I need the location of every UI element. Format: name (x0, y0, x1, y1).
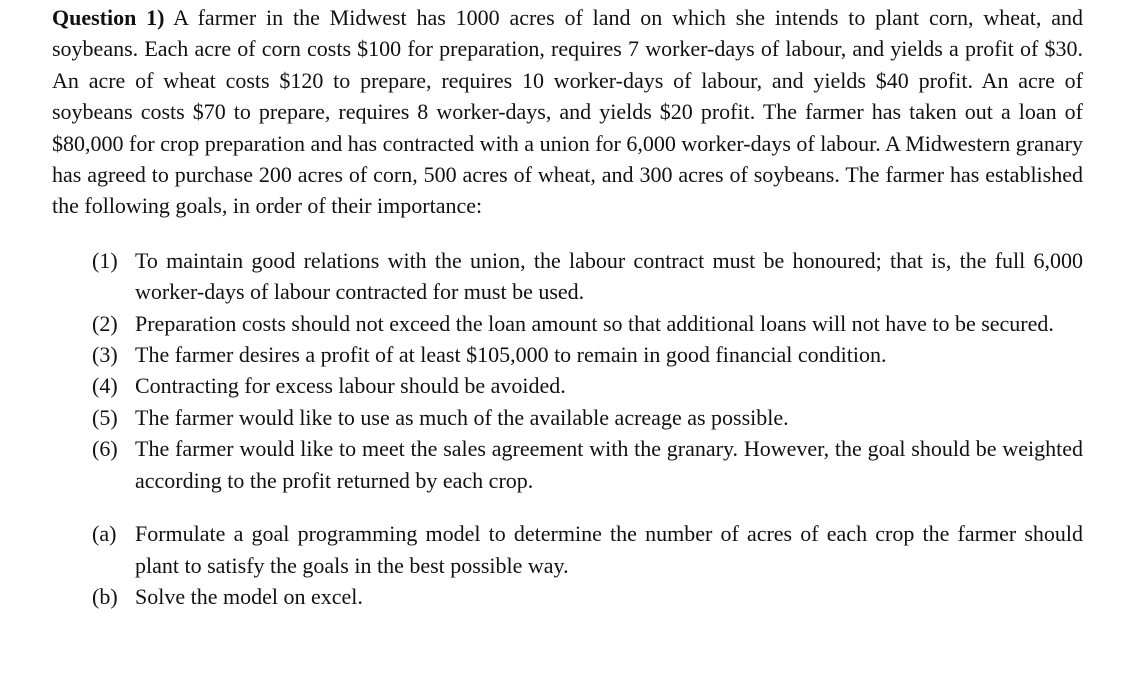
goal-text: To maintain good relations with the union, the labour contract must be honoured; that is, the full 6,000 worker-days of labour contracted for must be used. (135, 247, 1083, 305)
part-text: Solve the model on excel. (135, 583, 363, 609)
goal-marker: (6) (92, 436, 118, 462)
goal-text: Preparation costs should not exceed the loan amount so that additional loans will not have to be secured. (135, 310, 1054, 336)
parts-list (52, 518, 1083, 612)
goal-text: The farmer would like to meet the sales agreement with the granary. However, the goal should be weighted according to the profit returned by each crop. (135, 436, 1083, 493)
goal-marker: (4) (92, 373, 118, 399)
goal-item-1 (52, 245, 1083, 308)
part-item-a (52, 518, 1083, 581)
goal-marker: (3) (92, 342, 118, 368)
goals-list (52, 245, 1083, 496)
question-body: A farmer in the Midwest has 1000 acres of land on which she intends to plant corn, wheat, and soybeans. Each acre of corn costs $100 for preparation, requires 7 worker-days of labour, and yields a profit of $30. An acre of wheat costs $120 to prepare, requires 10 worker-days of labour, and yields $40 profit. An acre of soybeans costs $70 to prepare, requires 8 worker-days, and yields $20 profit. The farmer has taken out a loan of $80,000 for crop preparation and has contracted with a union for 6,000 worker-days of labour. A Midwestern granary has agreed to purchase 200 acres of corn, 500 acres of wheat, and 300 acres of soybeans. The farmer has established the following goals, in order of their importance: (52, 5, 1083, 219)
goal-marker: (5) (92, 404, 118, 430)
question-document (52, 2, 1083, 612)
goal-item-2 (52, 308, 1083, 339)
goal-text: The farmer desires a profit of at least $105,000 to remain in good financial condition. (135, 342, 887, 368)
question-paragraph (52, 2, 1083, 222)
goal-text: Contracting for excess labour should be avoided. (135, 373, 566, 399)
goal-item-5 (52, 402, 1083, 433)
part-marker: (a) (92, 521, 117, 547)
question-label: Question 1) (52, 5, 165, 30)
part-text: Formulate a goal programming model to determine the number of acres of each crop the farmer should plant to satisfy the goals in the best possible way. (135, 521, 1083, 578)
goal-marker: (2) (92, 310, 118, 336)
goal-marker: (1) (92, 247, 118, 273)
goal-text: The farmer would like to use as much of the available acreage as possible. (135, 404, 789, 430)
goal-item-4 (52, 370, 1083, 401)
part-marker: (b) (92, 583, 118, 609)
goal-item-6 (52, 433, 1083, 496)
part-item-b (52, 581, 1083, 612)
goal-item-3 (52, 339, 1083, 370)
